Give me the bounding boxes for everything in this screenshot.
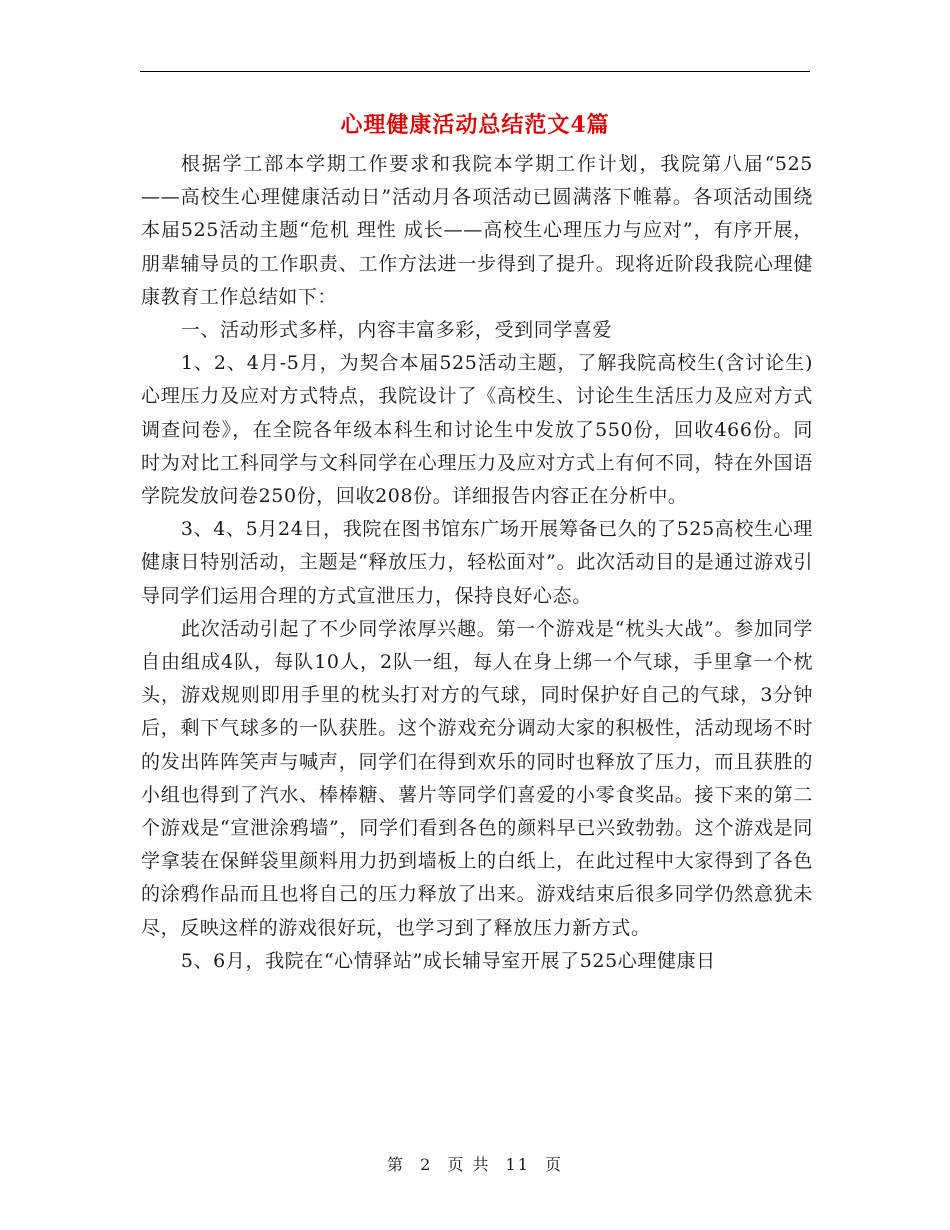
paragraph: 3、4、5月24日，我院在图书馆东广场开展筹备已久的了525高校生心理健康日特别活动，主题是“释放压力，轻松面对”。此次活动目的是通过游戏引导同学们运用合理的方式宣泄压力，保持良好心态。 <box>141 518 813 607</box>
paragraph: 1、2、4月-5月，为契合本届525活动主题，了解我院高校生(含讨论生)心理压力及应对方式特点，我院设计了《高校生、讨论生生活压力及应对方式调查问卷》，在全院各年级本科生和讨论生中发放了550份，回收466份。同时为对比工科同学与文科同学在心理压力及应对方式上有何不同，特在外国语学院发放问卷250份，回收208份。详细报告内容正在分析中。 <box>141 352 813 508</box>
page-number-current: 2 <box>420 1155 433 1174</box>
paragraph: 此次活动引起了不少同学浓厚兴趣。第一个游戏是“枕头大战”。参加同学自由组成4队，每队10人，2队一组，每人在身上绑一个气球，手里拿一个枕头，游戏规则即用手里的枕头打对方的气球，同时保护好自己的气球，3分钟后，剩下气球多的一队获胜。这个游戏充分调动大家的积极性，活动现场不时的发出阵阵笑声与喊声，同学们在得到欢乐的同时也释放了压力，而且获胜的小组也得到了汽水、棒棒糖、薯片等同学们喜爱的小零食奖品。接下来的第二个游戏是“宣泄涂鸦墙”，同学们看到各色的颜料早已兴致勃勃。这个游戏是同学拿装在保鲜袋里颜料用力扔到墙板上的白纸上，在此过程中大家得到了各色的涂鸦作品而且也将自己的压力释放了出来。游戏结束后很多同学仍然意犹未尽，反映这样的游戏很好玩，也学习到了释放压力新方式。 <box>141 617 813 939</box>
paragraph: 根据学工部本学期工作要求和我院本学期工作计划，我院第八届“525——高校生心理健康活动日”活动月各项活动已圆满落下帷幕。各项活动围绕本届525活动主题“危机 理性 成长——高校生心理压力与应对”，有序开展，朋辈辅导员的工作职责、工作方法进一步得到了提升。现将近阶段我院心理健康教育工作总结如下： <box>141 153 813 308</box>
footer-suffix: 页 <box>545 1155 564 1174</box>
document-title: 心理健康活动总结范文4篇 <box>340 112 610 138</box>
footer-prefix: 第 <box>386 1155 405 1174</box>
header-rule <box>140 71 810 72</box>
section-heading: 一、活动形式多样，内容丰富多彩，受到同学喜爱 <box>180 319 613 342</box>
paragraph: 5、6月，我院在“心情驿站”成长辅导室开展了525心理健康日 <box>180 949 716 972</box>
footer-mid: 页 共 <box>447 1155 491 1174</box>
document-body <box>141 148 813 978</box>
page-number-total: 11 <box>505 1155 530 1174</box>
page-footer <box>0 1152 950 1175</box>
